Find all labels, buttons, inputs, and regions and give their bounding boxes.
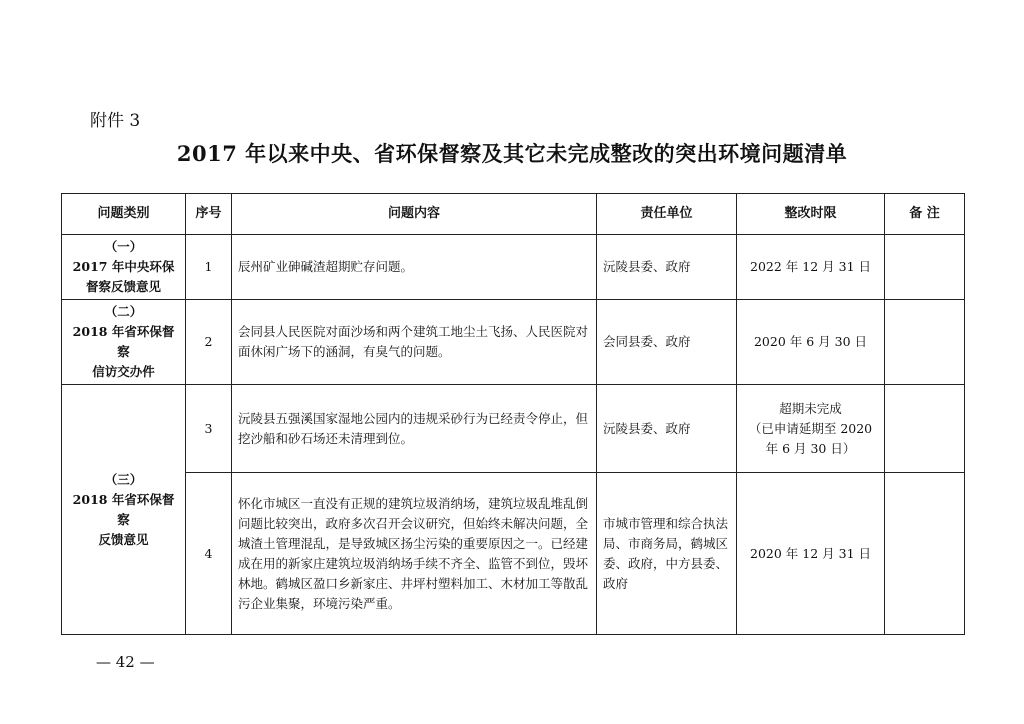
deadline-line: 超期未完成 [779, 400, 842, 416]
seq-cell: 1 [186, 235, 232, 300]
deadline-cell [737, 385, 885, 473]
category-type: 督察反馈意见 [85, 279, 161, 294]
table-header-row [62, 194, 965, 235]
note-cell [885, 385, 965, 473]
category-source: 2017 年中央环保 [72, 259, 175, 274]
category-number: （三） [104, 471, 143, 487]
deadline-cell [737, 235, 885, 300]
deadline-cell [737, 473, 885, 635]
category-cell [62, 235, 186, 300]
deadline-line: 2020 年 12 月 31 日 [750, 545, 871, 561]
table-row [62, 235, 965, 300]
unit-cell: 市城市管理和综合执法局、市商务局，鹤城区委、政府，中方县委、政府 [597, 473, 737, 635]
seq-cell: 3 [186, 385, 232, 473]
note-cell [885, 300, 965, 385]
deadline-line: （已申请延期至 2020 [748, 420, 873, 436]
attachment-label: 附件 3 [90, 111, 141, 131]
seq-cell: 4 [186, 473, 232, 635]
unit-cell: 沅陵县委、政府 [597, 385, 737, 473]
category-number: （二） [104, 304, 143, 319]
unit-cell: 沅陵县委、政府 [597, 235, 737, 300]
content-cell: 怀化市城区一直没有正规的建筑垃圾消纳场，建筑垃圾乱堆乱倒问题比较突出，政府多次召开会议研究，但始终未解决问题，全城渣土管理混乱，是导致城区扬尘污染的重要原因之一。已经建成在用的新家庄建筑垃圾消纳场手续不齐全、监管不到位，毁坏林地。鹤城区盈口乡新家庄、井坪村塑料加工、木材加工等散乱污企业集聚，环境污染严重。 [232, 473, 597, 635]
content-cell: 沅陵县五强溪国家湿地公园内的违规采砂行为已经责令停止，但挖沙船和砂石场还未清理到位。 [232, 385, 597, 473]
header-category: 问题类别 [62, 194, 186, 235]
table-row [62, 473, 965, 635]
header-unit: 责任单位 [597, 194, 737, 235]
page-number: — 42 — [96, 653, 155, 671]
content-cell: 辰州矿业砷碱渣超期贮存问题。 [232, 235, 597, 300]
category-cell [62, 385, 186, 635]
deadline-line: 2022 年 12 月 31 日 [750, 259, 871, 274]
document-title: 2017 年以来中央、省环保督察及其它未完成整改的突出环境问题清单 [176, 141, 848, 166]
deadline-line: 2020 年 6 月 30 日 [753, 334, 868, 349]
unit-cell: 会同县委、政府 [597, 300, 737, 385]
note-cell [885, 235, 965, 300]
deadline-cell [737, 300, 885, 385]
category-type: 反馈意见 [98, 531, 149, 547]
category-source: 2018 年省环保督察 [72, 491, 175, 527]
category-cell [62, 300, 186, 385]
category-type: 信访交办件 [92, 364, 155, 379]
content-cell: 会同县人民医院对面沙场和两个建筑工地尘土飞扬、人民医院对面休闲广场下的涵洞，有臭气的问题。 [232, 300, 597, 385]
category-source: 2018 年省环保督察 [72, 324, 175, 359]
table-row [62, 300, 965, 385]
header-content: 问题内容 [232, 194, 597, 235]
header-deadline: 整改时限 [737, 194, 885, 235]
table-row [62, 385, 965, 473]
note-cell [885, 473, 965, 635]
header-note: 备 注 [885, 194, 965, 235]
category-number: （一） [104, 239, 143, 254]
deadline-line: 年 6 月 30 日） [765, 440, 856, 456]
issues-table [61, 193, 965, 635]
header-seq: 序号 [186, 194, 232, 235]
seq-cell: 2 [186, 300, 232, 385]
